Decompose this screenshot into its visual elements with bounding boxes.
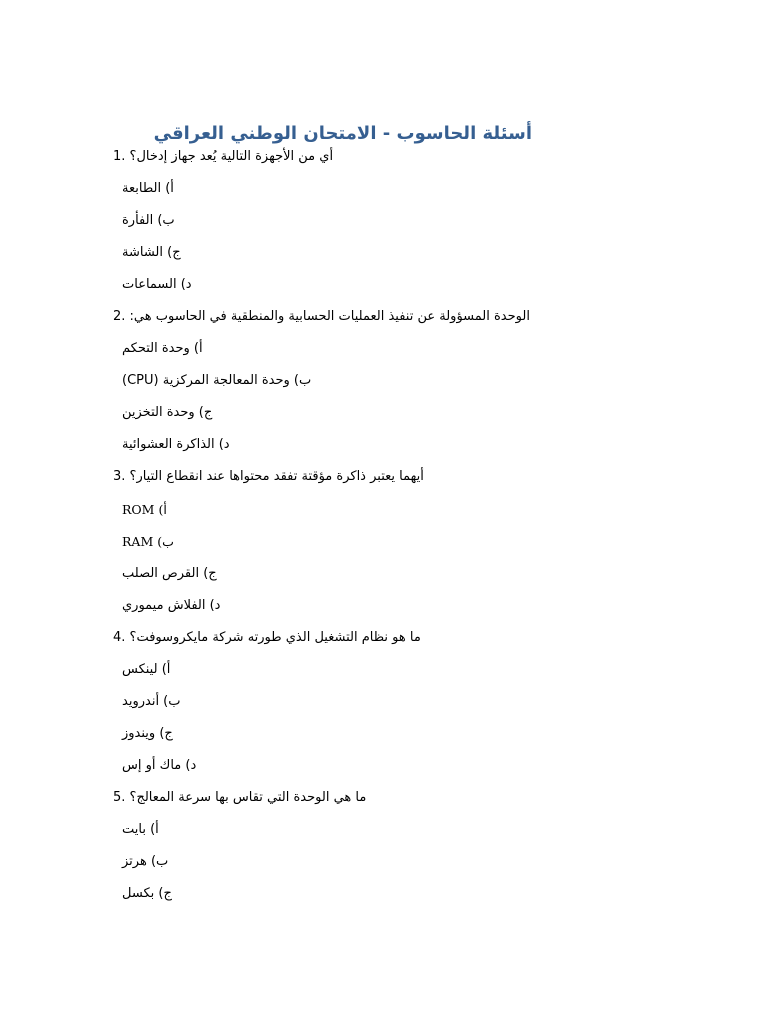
option-3c: ج) القرص الصلب [122, 566, 217, 581]
question-text: ما هي الوحدة التي تقاس بها سرعة المعالج؟ [129, 790, 367, 805]
option-1b: ب) الفأرة [122, 213, 175, 228]
option-1c: ج) الشاشة [122, 245, 181, 260]
option-5c: ج) بكسل [122, 886, 172, 901]
option-2b: ب) وحدة المعالجة المركزية (CPU) [122, 373, 312, 388]
question-5 [113, 788, 366, 808]
option-4a: أ) لينكس [122, 662, 171, 677]
option-3d: د) الفلاش ميموري [122, 598, 221, 613]
question-number: 5. [113, 790, 126, 805]
question-number: 2. [113, 309, 126, 324]
document-title: أسئلة الحاسوب - الامتحان الوطني العراقي [153, 123, 532, 144]
option-5b: ب) هرتز [122, 854, 169, 869]
question-1 [113, 147, 333, 167]
question-3 [113, 467, 424, 487]
question-text: أي من الأجهزة التالية يُعد جهاز إدخال؟ [129, 149, 334, 164]
option-1d: د) السماعات [122, 277, 192, 292]
option-3a: أ) ROM [122, 502, 167, 517]
question-text: ما هو نظام التشغيل الذي طورته شركة مايكروسوفت؟ [129, 630, 421, 645]
option-3b: ب) RAM [122, 534, 174, 549]
question-text: أيهما يعتبر ذاكرة مؤقتة تفقد محتواها عند انقطاع التيار؟ [129, 469, 424, 484]
question-2 [113, 307, 530, 327]
question-number: 1. [113, 149, 126, 164]
question-4 [113, 628, 421, 648]
option-4c: ج) ويندوز [122, 726, 173, 741]
option-2d: د) الذاكرة العشوائية [122, 437, 230, 452]
option-5a: أ) بايت [122, 822, 159, 837]
option-4b: ب) أندرويد [122, 694, 181, 709]
question-number: 4. [113, 630, 126, 645]
question-number: 3. [113, 469, 126, 484]
option-4d: د) ماك أو إس [122, 758, 197, 773]
question-text: الوحدة المسؤولة عن تنفيذ العمليات الحسابية والمنطقية في الحاسوب هي: [129, 309, 530, 324]
option-2a: أ) وحدة التحكم [122, 341, 203, 356]
option-2c: ج) وحدة التخزين [122, 405, 213, 420]
option-1a: أ) الطابعة [122, 181, 174, 196]
